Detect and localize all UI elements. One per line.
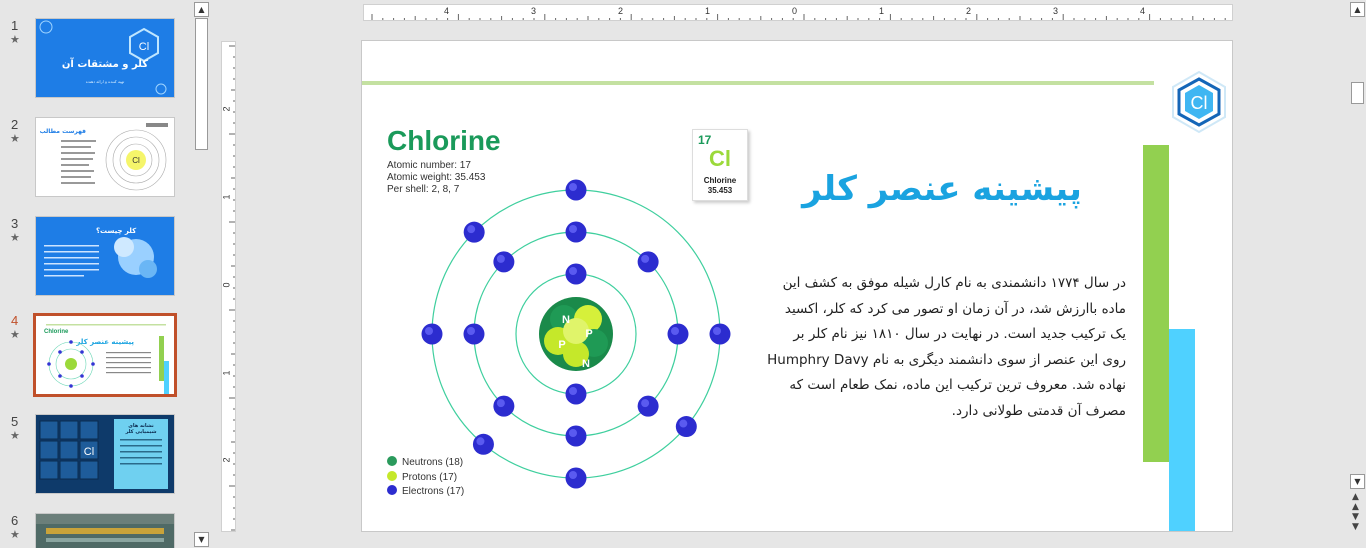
legend-label: Neutrons (18) xyxy=(402,457,464,468)
electron-highlight xyxy=(467,225,475,233)
electron xyxy=(566,264,587,285)
electron xyxy=(566,468,587,489)
legend-label: Protons (17) xyxy=(402,471,458,483)
electron xyxy=(638,396,659,417)
ruler-label: 1 xyxy=(221,370,232,376)
electron xyxy=(473,434,494,455)
ruler-ticks xyxy=(364,5,1232,20)
electron-highlight xyxy=(476,437,484,445)
ruler-label: 1 xyxy=(879,6,885,16)
ruler-label: 2 xyxy=(966,6,972,16)
electron-highlight xyxy=(569,183,577,191)
animation-star-icon: ★ xyxy=(10,528,20,541)
electron xyxy=(566,426,587,447)
electron-highlight xyxy=(497,255,505,263)
body-line: در سال ۱۷۷۴ دانشمندی به نام کارل شیله موفق به کشف این xyxy=(782,275,1126,291)
neutron-label: N xyxy=(582,358,590,370)
slide-title[interactable]: پیشینه عنصر کلر xyxy=(802,169,1082,209)
animation-star-icon: ★ xyxy=(10,429,20,442)
body-line: روی این عنصر از سوی دانشمند دیگری به نام Humphry Davy xyxy=(767,351,1126,368)
body-line: نهاده شد. معروف ترین ترکیب این ماده، نمک طعام است که xyxy=(789,377,1126,393)
neutron-label: N xyxy=(562,314,570,326)
green-accent-bar xyxy=(1143,145,1169,462)
electron-highlight xyxy=(569,429,577,437)
thumbnail-title: فهرست مطالب xyxy=(39,128,86,135)
atomic-weight-text: Atomic weight: 35.453 xyxy=(387,172,486,183)
hexagon-decoration-icon xyxy=(36,19,174,97)
scroll-up-button[interactable]: ▲ xyxy=(1350,2,1365,17)
electron-highlight xyxy=(425,327,433,335)
ruler-label: 2 xyxy=(221,457,232,463)
thumbnail-image[interactable] xyxy=(35,513,175,548)
horizontal-scrollbar[interactable] xyxy=(215,538,1349,548)
svg-text:Cl: Cl xyxy=(138,41,150,53)
thumbnail-image[interactable] xyxy=(33,313,177,397)
top-accent-line xyxy=(362,81,1154,85)
logo-symbol: Cl xyxy=(1190,93,1208,113)
electron-highlight xyxy=(679,420,687,428)
svg-text:Cl: Cl xyxy=(83,446,95,458)
scroll-thumb[interactable] xyxy=(195,18,208,150)
horizontal-ruler xyxy=(363,4,1233,21)
thumbnail-title: پیشینه عنصر کلر xyxy=(76,338,134,346)
electron-highlight xyxy=(569,225,577,233)
electron-highlight xyxy=(569,267,577,275)
legend-item-neutrons xyxy=(387,456,464,471)
tile-name: Chlorine xyxy=(703,176,737,185)
vertical-ruler xyxy=(221,41,236,532)
ruler-label: 3 xyxy=(531,6,537,16)
tile-symbol: Cl xyxy=(709,146,731,171)
electron xyxy=(493,251,514,272)
animation-star-icon: ★ xyxy=(10,328,20,341)
atom-diagram xyxy=(412,171,742,491)
previous-slide-icon[interactable]: ▲ ▲ xyxy=(1352,492,1359,512)
electron xyxy=(493,396,514,417)
atom-diagram-icon xyxy=(36,316,174,394)
thumbnail-image[interactable] xyxy=(35,117,175,197)
electron-highlight xyxy=(713,327,721,335)
body-line: مصرف آن قدمتی طولانی دارد. xyxy=(951,402,1126,419)
electron xyxy=(566,222,587,243)
slide-canvas[interactable] xyxy=(361,40,1233,532)
electron xyxy=(668,324,689,345)
electron xyxy=(676,416,697,437)
slide-thumbnail-pane xyxy=(0,0,193,548)
electron xyxy=(710,324,731,345)
atomic-number-text: Atomic number: 17 xyxy=(387,160,471,171)
nucleus xyxy=(539,297,613,371)
electron xyxy=(464,324,485,345)
slide-number: 4 xyxy=(11,313,19,328)
legend-label: Electrons (17) xyxy=(402,486,465,497)
factory-photo-icon xyxy=(36,514,174,548)
tile-weight: 35.453 xyxy=(707,186,733,195)
ruler-label: 4 xyxy=(444,6,450,16)
slide-scrollbar[interactable] xyxy=(1349,0,1365,548)
ruler-label: 3 xyxy=(1053,6,1059,16)
per-shell-text: Per shell: 2, 8, 7 xyxy=(387,184,460,195)
electron xyxy=(422,324,443,345)
thumbnail-title: کلر چیست؟ xyxy=(96,227,137,235)
thumbnail-title: کلر و مشتقات آن xyxy=(61,59,149,70)
electron-highlight xyxy=(641,255,649,263)
thumbnail-image[interactable] xyxy=(35,18,175,98)
scroll-down-button[interactable]: ▼ xyxy=(194,532,209,547)
electron-highlight xyxy=(467,327,475,335)
proton-label: P xyxy=(558,339,566,351)
electron xyxy=(464,222,485,243)
ruler-label: 4 xyxy=(1140,6,1146,16)
element-name: Chlorine xyxy=(387,125,501,156)
electron-highlight xyxy=(497,399,505,407)
ruler-label: 0 xyxy=(221,282,232,288)
scroll-down-button[interactable]: ▼ xyxy=(1350,474,1365,489)
legend-item-protons xyxy=(387,471,464,486)
thumbnail-subtitle: تهیه کننده و ارائه دهنده xyxy=(85,79,125,84)
atom-diagram-icon xyxy=(36,118,174,196)
electron xyxy=(566,384,587,405)
scroll-up-button[interactable]: ▲ xyxy=(194,2,209,17)
scroll-thumb[interactable] xyxy=(1351,82,1364,104)
slide-number: 6 xyxy=(11,513,19,528)
ruler-label: 2 xyxy=(221,106,232,112)
molecule-image-icon xyxy=(36,217,174,295)
slide-body-text[interactable] xyxy=(766,271,1126,424)
proton-label: P xyxy=(585,328,593,340)
animation-star-icon: ★ xyxy=(10,132,20,145)
legend xyxy=(387,456,464,500)
tile-number: 17 xyxy=(698,133,712,147)
animation-star-icon: ★ xyxy=(10,231,20,244)
ruler-label: 0 xyxy=(792,6,798,16)
animation-star-icon: ★ xyxy=(10,33,20,46)
slide-number: 5 xyxy=(11,414,19,429)
body-line: یک ترکیب جدید است. در نهایت در سال ۱۸۱۰ نیز نام کلر بر xyxy=(793,326,1126,342)
electron-highlight xyxy=(569,471,577,479)
electron xyxy=(566,180,587,201)
body-line: ماده باارزش شد، در آن زمان او تصور می کرد که کلر، اکسید xyxy=(784,300,1126,317)
legend-item-electrons xyxy=(387,485,464,500)
svg-text:Cl: Cl xyxy=(132,156,140,165)
slide-number: 3 xyxy=(11,216,19,231)
blue-accent-bar xyxy=(1169,329,1195,531)
thumbnail-image[interactable] xyxy=(35,414,175,494)
electron xyxy=(638,251,659,272)
slide-number: 2 xyxy=(11,117,19,132)
next-slide-icon[interactable]: ▼ ▼ xyxy=(1352,512,1359,532)
electron-highlight xyxy=(641,399,649,407)
thumbnail-image[interactable] xyxy=(35,216,175,296)
ruler-label: 1 xyxy=(705,6,711,16)
svg-text:Chlorine: Chlorine xyxy=(44,329,69,335)
ruler-label: 2 xyxy=(618,6,624,16)
thumbnail-title: نشانه های شیمیایی کلر xyxy=(125,423,157,435)
electron-highlight xyxy=(569,387,577,395)
chlorine-logo-icon xyxy=(1166,69,1232,135)
thumbnail-scrollbar[interactable] xyxy=(193,0,209,548)
ruler-label: 1 xyxy=(221,194,232,200)
electron-highlight xyxy=(671,327,679,335)
slide-number: 1 xyxy=(11,18,19,33)
